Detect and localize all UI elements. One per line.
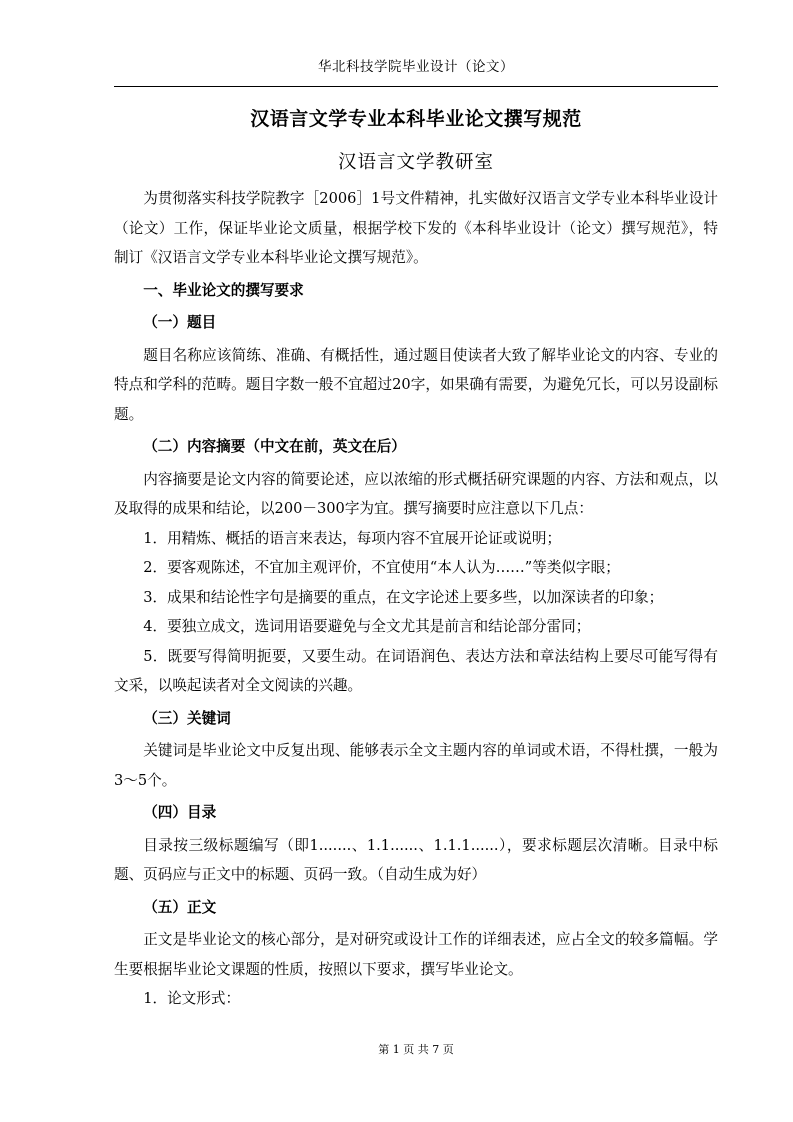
abstract-point: 5．既要写得简明扼要，又要生动。在词语润色、表达方法和章法结构上要尽可能写得有文采，以唤起读者对全文阅读的兴趣。 — [114, 647, 718, 694]
document-title: 汉语言文学专业本科毕业论文撰写规范 — [250, 108, 582, 130]
subsection-heading-contents: （四）目录 — [143, 804, 217, 821]
intro-paragraph: 为贯彻落实科技学院教字［2006］1号文件精神，扎实做好汉语言文学专业本科毕业设计（论文）工作，保证毕业论文质量，根据学校下发的《本科毕业设计（论文）撰写规范》，特制订《汉语言文学专业本科毕业论文撰写规范》。 — [114, 190, 718, 266]
document-body — [114, 184, 718, 1014]
body-list-item: 1．论文形式： — [143, 990, 241, 1007]
keywords-paragraph: 关键词是毕业论文中反复出现、能够表示全文主题内容的单词或术语，不得杜撰，一般为3～5个。 — [114, 742, 718, 789]
subsection-heading-abstract: （二）内容摘要（中文在前，英文在后） — [143, 438, 406, 455]
header-divider — [114, 86, 718, 87]
abstract-paragraph: 内容摘要是论文内容的简要论述，应以浓缩的形式概括研究课题的内容、方法和观点，以及取得的成果和结论，以200－300字为宜。撰写摘要时应注意以下几点： — [114, 470, 718, 517]
section-heading: 一、毕业论文的撰写要求 — [143, 281, 304, 299]
department-name: 汉语言文学教研室 — [337, 152, 494, 173]
subsection-heading-body: （五）正文 — [143, 898, 217, 916]
title-paragraph: 题目名称应该简练、准确、有概括性，通过题目使读者大致了解毕业论文的内容、专业的特点和学科的范畴。题目字数一般不宜超过20字，如果确有需要，为避免冗长，可以另设副标题。 — [114, 346, 718, 423]
subsection-heading-keywords: （三）关键词 — [143, 709, 231, 727]
body-paragraph: 正文是毕业论文的核心部分，是对研究或设计工作的详细表述，应占全文的较多篇幅。学生要根据毕业论文课题的性质，按照以下要求，撰写毕业论文。 — [114, 931, 718, 978]
running-header: 华北科技学院毕业设计（论文） — [318, 59, 514, 75]
abstract-point: 3．成果和结论性字句是摘要的重点，在文字论述上要多些，以加深读者的印象； — [143, 588, 664, 606]
page-number: 第 1 页 共 7 页 — [378, 1043, 454, 1056]
abstract-point: 2．要客观陈述，不宜加主观评价，不宜使用“本人认为……”等类似字眼； — [143, 559, 620, 576]
abstract-point: 4．要独立成文，选词用语要避免与全文尤其是前言和结论部分雷同； — [143, 618, 591, 635]
contents-paragraph: 目录按三级标题编写（即1.......、1.1......、1.1.1......），要求标题层次清晰。目录中标题、页码应与正文中的标题、页码一致。（自动生成为好） — [114, 836, 718, 883]
subsection-heading-title: （一）题目 — [143, 314, 217, 331]
abstract-point: 1．用精炼、概括的语言来表达，每项内容不宜展开论证或说明； — [143, 529, 562, 547]
